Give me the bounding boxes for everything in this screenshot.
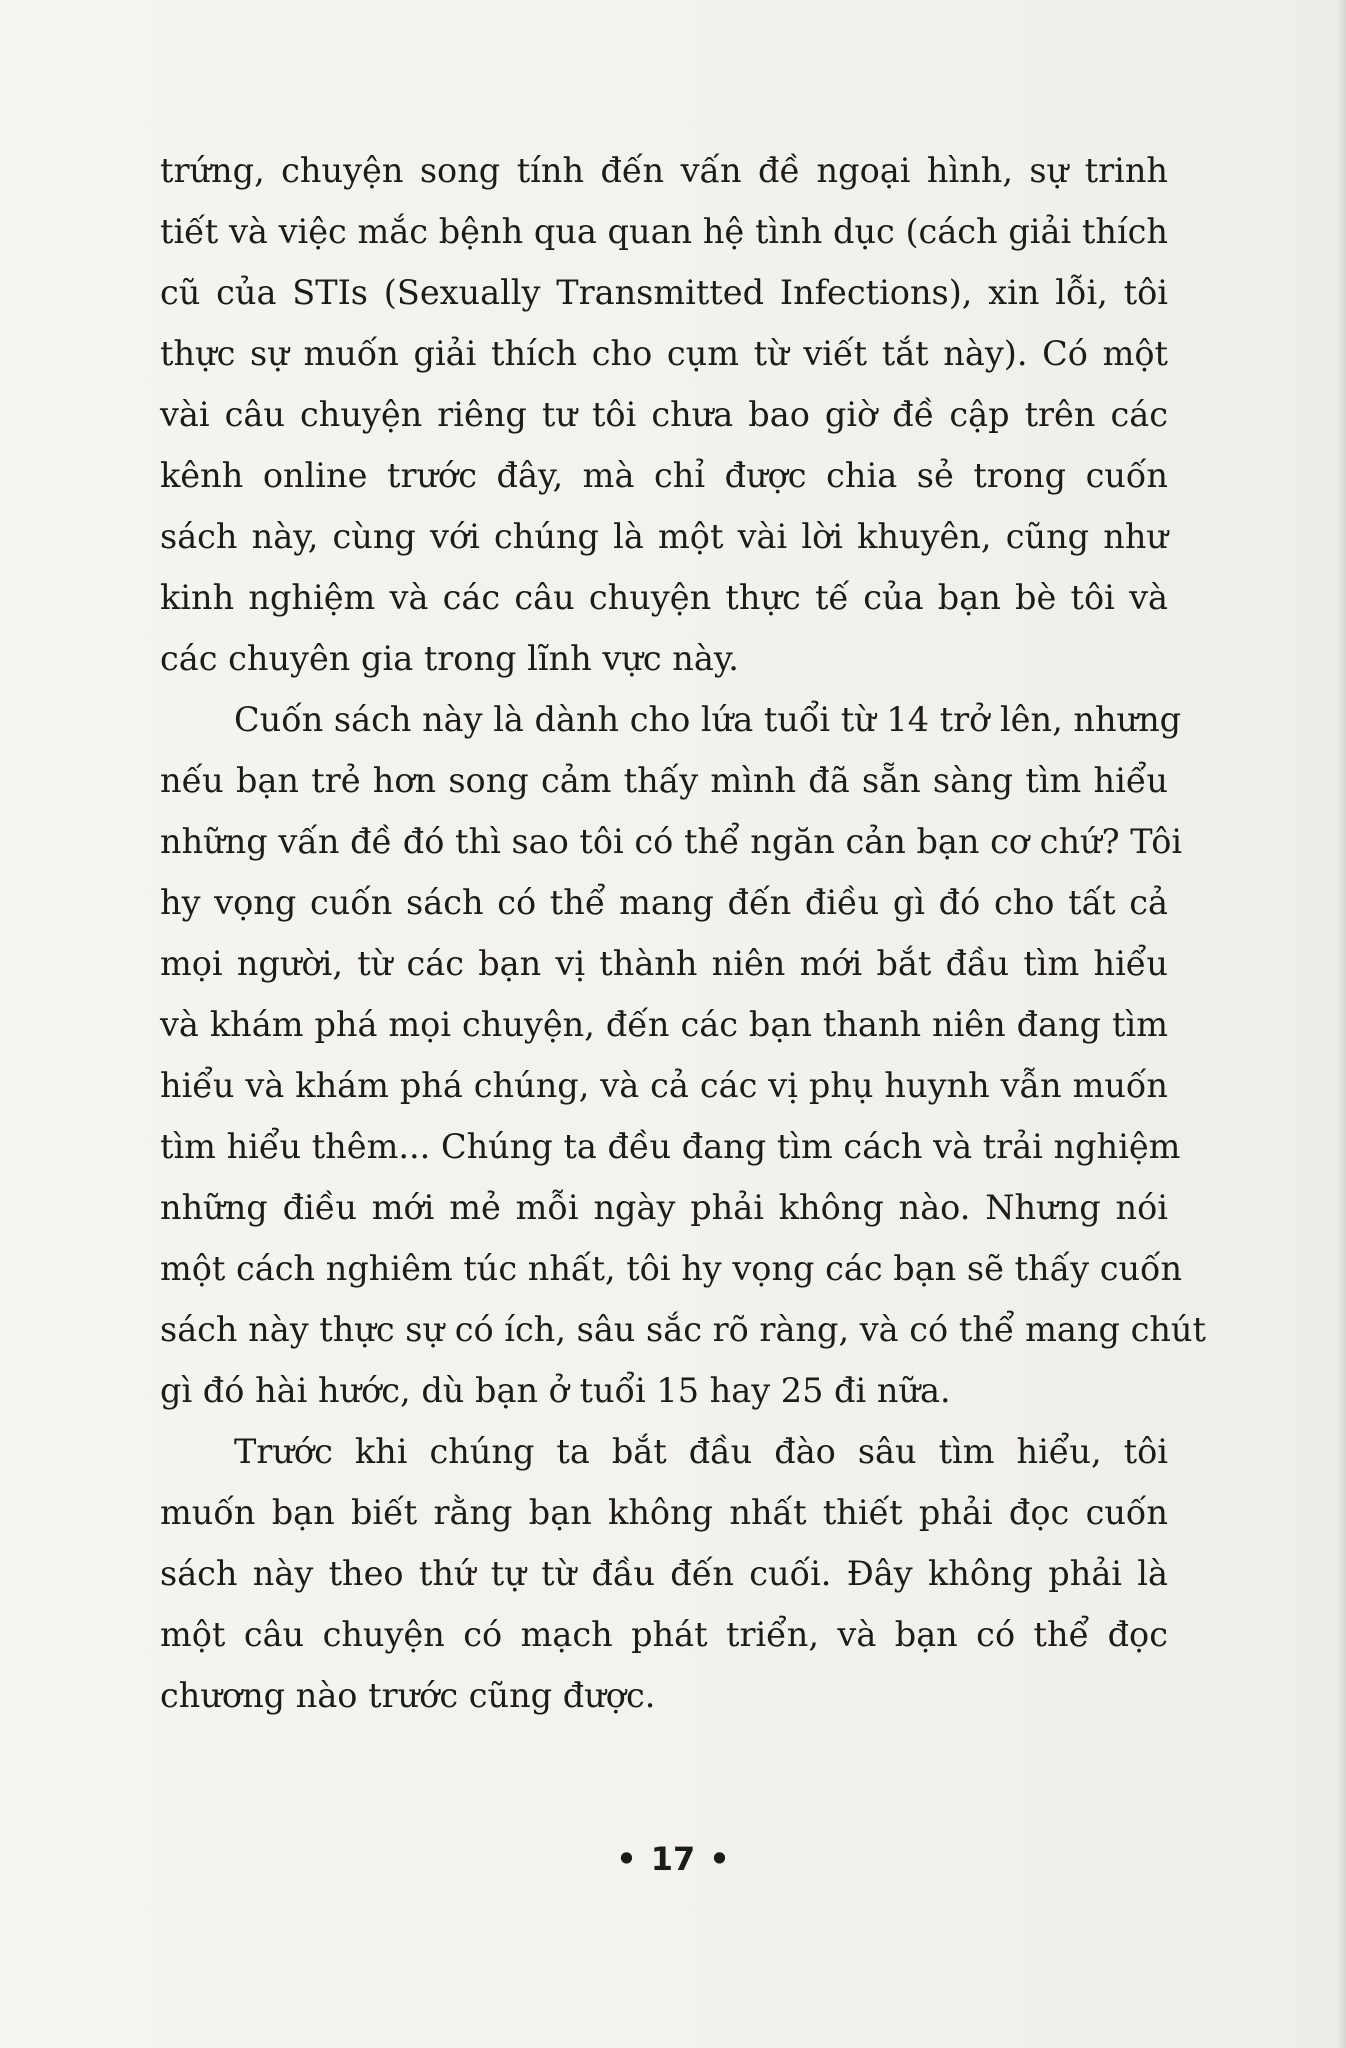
text-line: tìm hiểu thêm... Chúng ta đều đang tìm cách và trải nghiệm: [160, 1127, 1181, 1166]
text-line: tiết và việc mắc bệnh qua quan hệ tình dục (cách giải thích: [160, 212, 1168, 251]
text-line: kinh nghiệm và các câu chuyện thực tế của bạn bè tôi và: [160, 578, 1168, 617]
text-line: hiểu và khám phá chúng, và cả các vị phụ huynh vẫn muốn: [160, 1066, 1168, 1105]
page-edge-shadow: [1336, 0, 1346, 2048]
text-line: chương nào trước cũng được.: [160, 1676, 656, 1715]
text-line: vài câu chuyện riêng tư tôi chưa bao giờ đề cập trên các: [160, 395, 1168, 434]
paragraph-3: [160, 1421, 1168, 1726]
page-number: [0, 1840, 1346, 1878]
text-line: Trước khi chúng ta bắt đầu đào sâu tìm hiểu, tôi: [234, 1432, 1168, 1471]
text-line: nếu bạn trẻ hơn song cảm thấy mình đã sẵn sàng tìm hiểu: [160, 761, 1168, 800]
text-line: sách này theo thứ tự từ đầu đến cuối. Đây không phải là: [160, 1554, 1168, 1593]
text-line: gì đó hài hước, dù bạn ở tuổi 15 hay 25 đi nữa.: [160, 1371, 951, 1410]
text-line: thực sự muốn giải thích cho cụm từ viết tắt này). Có một: [160, 334, 1168, 373]
text-line: một câu chuyện có mạch phát triển, và bạn có thể đọc: [160, 1615, 1168, 1654]
text-line: trứng, chuyện song tính đến vấn đề ngoại hình, sự trinh: [160, 151, 1168, 190]
text-line: kênh online trước đây, mà chỉ được chia sẻ trong cuốn: [160, 456, 1168, 495]
text-line: những vấn đề đó thì sao tôi có thể ngăn cản bạn cơ chứ? Tôi: [160, 822, 1183, 861]
text-line: một cách nghiêm túc nhất, tôi hy vọng các bạn sẽ thấy cuốn: [160, 1249, 1183, 1288]
text-line: sách này, cùng với chúng là một vài lời khuyên, cũng như: [160, 517, 1168, 556]
text-line: cũ của STIs (Sexually Transmitted Infections), xin lỗi, tôi: [160, 273, 1168, 312]
body-text: [160, 140, 1206, 1726]
text-line: Cuốn sách này là dành cho lứa tuổi từ 14 trở lên, nhưng: [234, 700, 1182, 739]
bullet-icon: •: [616, 1840, 637, 1878]
text-line: hy vọng cuốn sách có thể mang đến điều gì đó cho tất cả: [160, 883, 1168, 922]
text-line: và khám phá mọi chuyện, đến các bạn thanh niên đang tìm: [160, 1005, 1168, 1044]
text-line: các chuyên gia trong lĩnh vực này.: [160, 639, 739, 678]
text-line: mọi người, từ các bạn vị thành niên mới bắt đầu tìm hiểu: [160, 944, 1168, 983]
bullet-icon: •: [709, 1840, 730, 1878]
text-line: những điều mới mẻ mỗi ngày phải không nào. Nhưng nói: [160, 1188, 1168, 1227]
paragraph-2: [160, 689, 1206, 1421]
page-number-value: 17: [650, 1840, 696, 1878]
text-line: sách này thực sự có ích, sâu sắc rõ ràng, và có thể mang chút: [160, 1310, 1206, 1349]
paragraph-1: [160, 140, 1168, 689]
text-line: muốn bạn biết rằng bạn không nhất thiết phải đọc cuốn: [160, 1493, 1168, 1532]
